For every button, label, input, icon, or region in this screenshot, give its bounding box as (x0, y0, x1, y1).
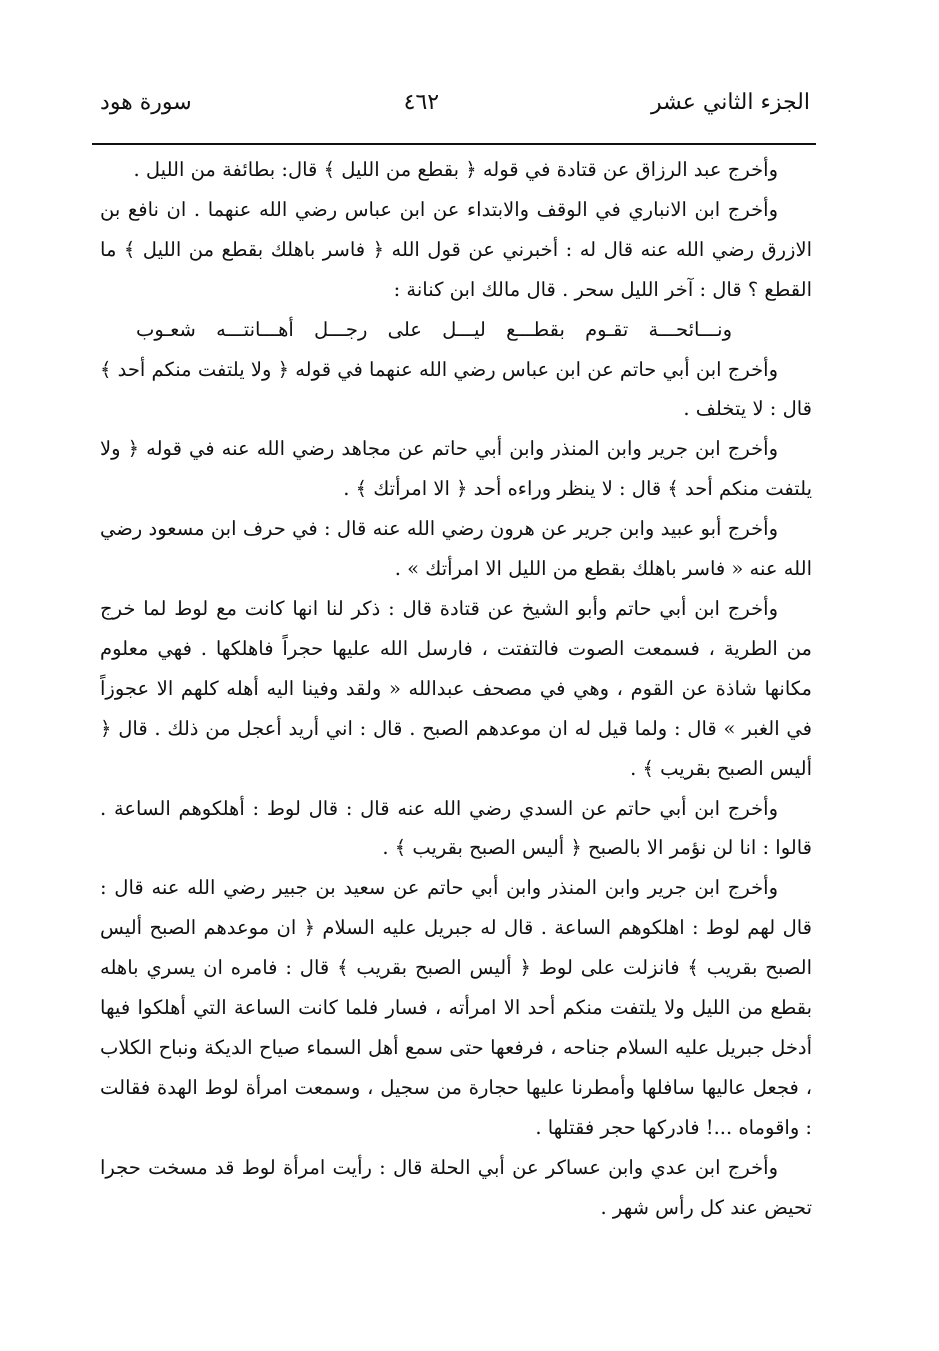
surah-title: سورة هود (100, 89, 192, 115)
paragraph-ibn-adi: وأخرج ابن عدي وابن عساكر عن أبي الحلة قال : رأيت امرأة لوط قد مسخت حجرا تحيض عند كل رأس شهر . (100, 1155, 812, 1219)
page-number: ٤٦٢ (403, 89, 440, 115)
running-header (100, 82, 810, 122)
paragraph-said-ibn-jubair: وأخرج ابن جرير وابن المنذر وابن أبي حاتم عن سعيد بن جبير رضي الله عنه قال : قال لهم لوط : اهلكوهم الساعة . قال له جبريل عليه السلام ﴿ ان موعدهم الصبح أليس الصبح بقريب ﴾ فانزلت على لوط ﴿ أليس الصبح بقريب ﴾ قال : فامره ان يسري باهله بقطع من الليل ولا يلتفت منكم أحد الا امرأته ، فسار فلما كانت الساعة التي أهلكوا فيها أدخل جبريل عليه السلام جناحه ، فرفعها حتى سمع أهل السماء صياح الديكة ونباح الكلاب ، فجعل عاليها سافلها وأمطرنا عليها حجارة من سجيل ، وسمعت امرأة لوط الهدة فقالت : واقوماه ...! فادركها حجر فقتلها . (100, 876, 812, 1139)
poetry-verse: ونـــائحـــة تقـوم بقطـــع ليـــل على رجـــل أهـــانتـــه شعـوب (136, 317, 732, 341)
paragraph-ibn-abbas: وأخرج ابن أبي حاتم عن ابن عباس رضي الله عنهما في قوله ﴿ ولا يلتفت منكم أحد ﴾ قال : لا يتخلف . (100, 357, 812, 421)
paragraph-abu-ubaid: وأخرج أبو عبيد وابن جرير عن هرون رضي الله عنه قال : في حرف ابن مسعود رضي الله عنه « فاسر باهلك بقطع من الليل الا امرأتك » . (100, 517, 812, 581)
header-rule (92, 143, 816, 145)
paragraph-ibn-anbari: وأخرج ابن الانباري في الوقف والابتداء عن ابن عباس رضي الله عنهما . ان نافع بن الازرق رضي الله عنه قال له : أخبرني عن قول الله ﴿ فاسر باهلك بقطع من الليل ﴾ ما القطع ؟ قال : آخر الليل سحر . قال مالك ابن كنانة : (100, 197, 812, 301)
page-body (100, 150, 812, 1227)
paragraph-qatada-qit: وأخرج عبد الرزاق عن قتادة في قوله ﴿ بقطع من الليل ﴾ قال: بطائفة من الليل . (133, 158, 778, 181)
paragraph-qatada-lut: وأخرج ابن أبي حاتم وأبو الشيخ عن قتادة قال : ذكر لنا انها كانت مع لوط لما خرج من الطرية ، فسمعت الصوت فالتفتت ، فارسل الله عليها حجراً فاهلكها . فهي معلوم مكانها شاذة عن القوم ، وهي في مصحف عبدالله « ولقد وفينا اليه أهله كلهم الا عجوزاً في الغبر » قال : ولما قيل له ان موعدهم الصبح . قال : اني أريد أعجل من ذلك . قال ﴿ أليس الصبح بقريب ﴾ . (100, 596, 812, 780)
part-title: الجزء الثاني عشر (651, 89, 810, 115)
paragraph-mujahid: وأخرج ابن جرير وابن المنذر وابن أبي حاتم عن مجاهد رضي الله عنه في قوله ﴿ ولا يلتفت منكم أحد ﴾ قال : لا ينظر وراءه أحد ﴿ الا امرأتك ﴾ . (100, 437, 812, 501)
paragraph-suddi: وأخرج ابن أبي حاتم عن السدي رضي الله عنه قال : قال لوط : أهلكوهم الساعة . قالوا : انا لن نؤمر الا بالصبح ﴿ أليس الصبح بقريب ﴾ . (100, 796, 812, 860)
